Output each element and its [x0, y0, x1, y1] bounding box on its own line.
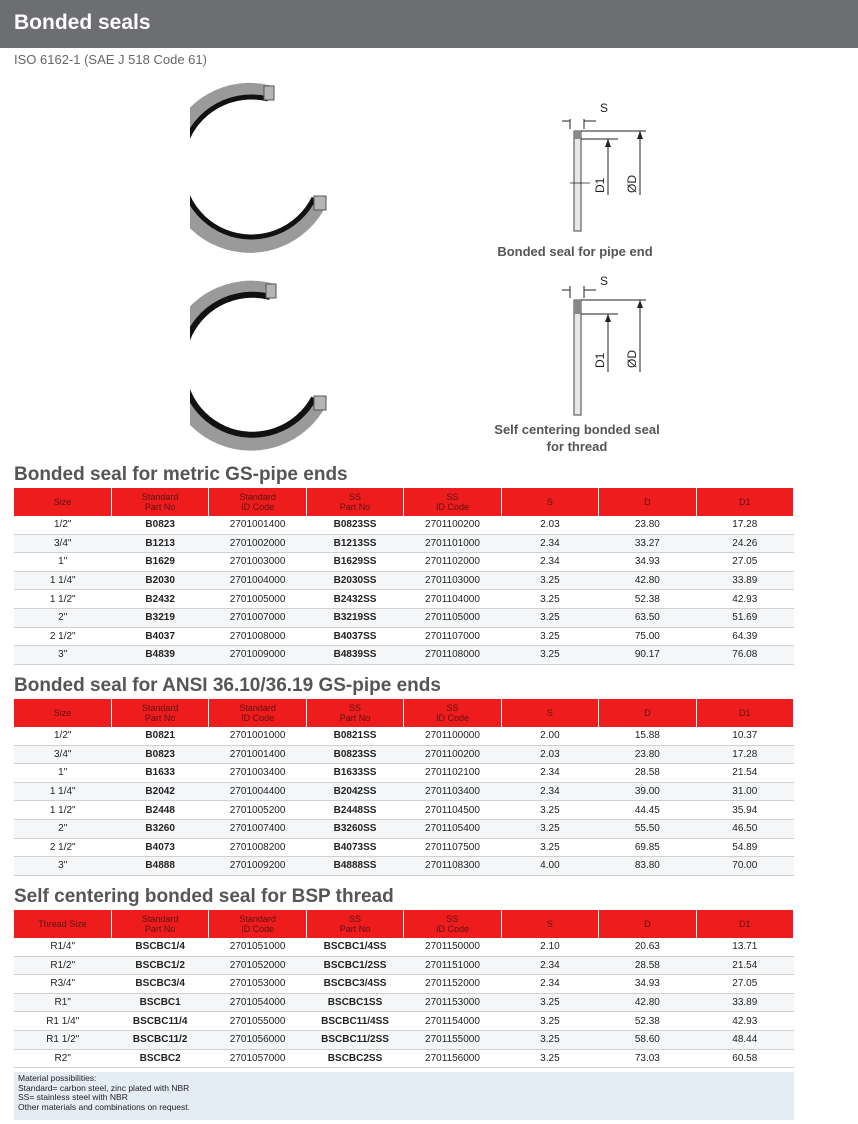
- table-cell: B4037: [111, 627, 208, 646]
- table-row: [14, 727, 794, 745]
- self-centering-seal-illustration: [190, 280, 340, 460]
- table-cell: B0821SS: [306, 727, 403, 745]
- table-cell: 69.85: [599, 838, 696, 857]
- table-cell: 2701107500: [404, 838, 501, 857]
- table-cell: 33.89: [696, 993, 793, 1012]
- table-cell: BSCBC1: [111, 993, 208, 1012]
- table-cell: 2701007000: [209, 608, 306, 627]
- table-cell: BSCBC1/4SS: [306, 938, 403, 956]
- table-cell: 2.34: [501, 764, 598, 783]
- section-title-metric: Bonded seal for metric GS-pipe ends: [14, 464, 348, 485]
- table-cell: B4037SS: [306, 627, 403, 646]
- table-cell: BSCBC3/4SS: [306, 975, 403, 994]
- table-row: [14, 534, 794, 553]
- dim-s-label-2: S: [600, 274, 609, 288]
- table-cell: 42.93: [696, 590, 793, 609]
- dim-s-label: S: [600, 101, 609, 115]
- table-cell: BSCBC11/2: [111, 1030, 208, 1049]
- page-subtitle: ISO 6162-1 (SAE J 518 Code 61): [14, 52, 207, 67]
- table-cell: 2701100000: [404, 727, 501, 745]
- column-header: S: [501, 910, 598, 938]
- table-cell: 10.37: [696, 727, 793, 745]
- table-cell: 27.05: [696, 975, 793, 994]
- table-cell: 54.89: [696, 838, 793, 857]
- table-cell: 51.69: [696, 608, 793, 627]
- table-cell: 2701101000: [404, 534, 501, 553]
- table-row: [14, 590, 794, 609]
- table-cell: 3.25: [501, 571, 598, 590]
- table-cell: B0821: [111, 727, 208, 745]
- table-cell: B4073: [111, 838, 208, 857]
- table-cell: 44.45: [599, 801, 696, 820]
- table-cell: 1 1/4": [14, 782, 111, 801]
- table-cell: B4888: [111, 857, 208, 876]
- table-cell: BSCBC1SS: [306, 993, 403, 1012]
- table-cell: BSCBC1/2: [111, 956, 208, 975]
- section-title-ansi: Bonded seal for ANSI 36.10/36.19 GS-pipe ends: [14, 675, 441, 696]
- table-cell: 3.25: [501, 819, 598, 838]
- table-cell: BSCBC1/4: [111, 938, 208, 956]
- table-cell: 17.28: [696, 516, 793, 534]
- table-cell: 73.03: [599, 1049, 696, 1068]
- column-header: Size: [14, 699, 111, 727]
- table-cell: 2.03: [501, 516, 598, 534]
- table-cell: B1633SS: [306, 764, 403, 783]
- table-cell: 2.34: [501, 534, 598, 553]
- table-cell: 2701055000: [209, 1012, 306, 1031]
- table-cell: B3260SS: [306, 819, 403, 838]
- table-cell: 42.93: [696, 1012, 793, 1031]
- column-header: Standard Part No: [111, 488, 208, 516]
- table-cell: 2701052000: [209, 956, 306, 975]
- column-header: D1: [696, 699, 793, 727]
- table-row: [14, 608, 794, 627]
- table-cell: B4839: [111, 646, 208, 665]
- table-cell: B0823: [111, 516, 208, 534]
- table-cell: 3": [14, 857, 111, 876]
- table-cell: 2701150000: [404, 938, 501, 956]
- table-cell: 2701102000: [404, 553, 501, 572]
- table-row: [14, 516, 794, 534]
- thread-caption-line1: Self centering bonded seal: [494, 422, 660, 437]
- thread-caption: [477, 421, 677, 455]
- table-cell: 39.00: [599, 782, 696, 801]
- table-cell: R1": [14, 993, 111, 1012]
- table-cell: 3/4": [14, 534, 111, 553]
- column-header: D1: [696, 910, 793, 938]
- table-cell: B4888SS: [306, 857, 403, 876]
- table-cell: 1 1/2": [14, 801, 111, 820]
- table-cell: BSCBC2: [111, 1049, 208, 1068]
- column-header: D: [599, 910, 696, 938]
- table-cell: 2.34: [501, 782, 598, 801]
- table-cell: BSCBC11/2SS: [306, 1030, 403, 1049]
- table-row: [14, 745, 794, 764]
- table-cell: 2701104000: [404, 590, 501, 609]
- table-row: [14, 571, 794, 590]
- table-header-row: [14, 488, 794, 516]
- column-header: SS Part No: [306, 488, 403, 516]
- table-cell: 2701152000: [404, 975, 501, 994]
- column-header: S: [501, 488, 598, 516]
- table-cell: 2.34: [501, 553, 598, 572]
- table-cell: BSCBC11/4: [111, 1012, 208, 1031]
- table-cell: 2701153000: [404, 993, 501, 1012]
- table-cell: 2": [14, 819, 111, 838]
- table-cell: 2 1/2": [14, 838, 111, 857]
- dim-d1-label: D1: [593, 177, 607, 193]
- table-cell: 2701107000: [404, 627, 501, 646]
- table-cell: 3.25: [501, 590, 598, 609]
- table-cell: B2030: [111, 571, 208, 590]
- column-header: SS ID Code: [404, 488, 501, 516]
- table-cell: 2701156000: [404, 1049, 501, 1068]
- bsp-seal-table: [14, 910, 794, 1068]
- table-cell: B2448: [111, 801, 208, 820]
- table-cell: 2701005200: [209, 801, 306, 820]
- table-cell: 55.50: [599, 819, 696, 838]
- table-row: [14, 857, 794, 876]
- table-cell: 2701004400: [209, 782, 306, 801]
- column-header: Standard Part No: [111, 699, 208, 727]
- column-header: S: [501, 699, 598, 727]
- table-row: [14, 975, 794, 994]
- table-cell: 46.50: [696, 819, 793, 838]
- table-cell: 76.08: [696, 646, 793, 665]
- table-cell: 2701108300: [404, 857, 501, 876]
- table-cell: 2701103400: [404, 782, 501, 801]
- table-row: [14, 819, 794, 838]
- table-row: [14, 956, 794, 975]
- table-cell: 2701103000: [404, 571, 501, 590]
- pipe-end-dimension-drawing: [560, 95, 650, 235]
- table-cell: B3219: [111, 608, 208, 627]
- column-header: SS Part No: [306, 699, 403, 727]
- table-cell: B2042SS: [306, 782, 403, 801]
- table-cell: 2701001400: [209, 745, 306, 764]
- column-header: Standard ID Code: [209, 699, 306, 727]
- table-cell: 2.34: [501, 975, 598, 994]
- table-cell: 23.80: [599, 745, 696, 764]
- dim-d-label-2: ØD: [625, 350, 639, 368]
- table-cell: 2701151000: [404, 956, 501, 975]
- table-cell: 2701054000: [209, 993, 306, 1012]
- table-cell: 1/2": [14, 727, 111, 745]
- table-cell: 3.25: [501, 627, 598, 646]
- note-line: Standard= carbon steel, zinc plated with NBR: [18, 1082, 190, 1093]
- pipe-end-caption: Bonded seal for pipe end: [497, 244, 653, 259]
- table-cell: R2": [14, 1049, 111, 1068]
- table-cell: B3219SS: [306, 608, 403, 627]
- table-cell: 33.27: [599, 534, 696, 553]
- table-cell: 2701104500: [404, 801, 501, 820]
- table-cell: 2701009200: [209, 857, 306, 876]
- table-cell: 75.00: [599, 627, 696, 646]
- table-cell: 2701056000: [209, 1030, 306, 1049]
- table-cell: B0823SS: [306, 516, 403, 534]
- table-cell: 3.25: [501, 608, 598, 627]
- column-header: SS ID Code: [404, 699, 501, 727]
- table-cell: 1 1/4": [14, 571, 111, 590]
- table-cell: B1629: [111, 553, 208, 572]
- table-cell: 2701154000: [404, 1012, 501, 1031]
- table-cell: 2701002000: [209, 534, 306, 553]
- table-cell: 3.25: [501, 801, 598, 820]
- table-cell: R1/2": [14, 956, 111, 975]
- table-cell: 2 1/2": [14, 627, 111, 646]
- table-cell: 2701053000: [209, 975, 306, 994]
- page-title: Bonded seals: [14, 11, 151, 34]
- table-cell: 90.17: [599, 646, 696, 665]
- table-cell: B4073SS: [306, 838, 403, 857]
- column-header: Standard Part No: [111, 910, 208, 938]
- table-cell: 2701005000: [209, 590, 306, 609]
- table-cell: 3.25: [501, 1049, 598, 1068]
- table-cell: 63.50: [599, 608, 696, 627]
- table-cell: 28.58: [599, 764, 696, 783]
- table-cell: 24.26: [696, 534, 793, 553]
- table-cell: B3260: [111, 819, 208, 838]
- table-cell: 3.25: [501, 993, 598, 1012]
- table-cell: 34.93: [599, 975, 696, 994]
- table-cell: 31.00: [696, 782, 793, 801]
- table-row: [14, 553, 794, 572]
- column-header: SS ID Code: [404, 910, 501, 938]
- table-cell: 3.25: [501, 1012, 598, 1031]
- table-cell: BSCBC2SS: [306, 1049, 403, 1068]
- table-cell: 1": [14, 764, 111, 783]
- column-header: Thread Size: [14, 910, 111, 938]
- table-cell: 2.03: [501, 745, 598, 764]
- column-header: D: [599, 488, 696, 516]
- table-row: [14, 993, 794, 1012]
- table-cell: 58.60: [599, 1030, 696, 1049]
- table-cell: R1 1/4": [14, 1012, 111, 1031]
- column-header: D: [599, 699, 696, 727]
- table-cell: B1629SS: [306, 553, 403, 572]
- table-cell: 2.00: [501, 727, 598, 745]
- table-cell: 13.71: [696, 938, 793, 956]
- table-cell: B2432: [111, 590, 208, 609]
- table-header-row: [14, 699, 794, 727]
- table-cell: 42.80: [599, 993, 696, 1012]
- column-header: SS Part No: [306, 910, 403, 938]
- note-line: Other materials and combinations on request.: [18, 1101, 190, 1112]
- table-cell: 34.93: [599, 553, 696, 572]
- thread-dimension-drawing: [560, 272, 650, 420]
- table-cell: 2701057000: [209, 1049, 306, 1068]
- table-row: [14, 938, 794, 956]
- table-cell: 64.39: [696, 627, 793, 646]
- table-cell: 3.25: [501, 1030, 598, 1049]
- table-cell: 1/2": [14, 516, 111, 534]
- table-row: [14, 764, 794, 783]
- note-line: SS= stainless steel with NBR: [18, 1092, 128, 1102]
- table-row: [14, 1049, 794, 1068]
- table-row: [14, 646, 794, 665]
- note-line: Material possibilities:: [18, 1073, 97, 1083]
- table-row: [14, 801, 794, 820]
- table-cell: B1213SS: [306, 534, 403, 553]
- table-cell: BSCBC11/4SS: [306, 1012, 403, 1031]
- table-cell: 2701105000: [404, 608, 501, 627]
- table-cell: 23.80: [599, 516, 696, 534]
- table-cell: 2.10: [501, 938, 598, 956]
- table-header-row: [14, 910, 794, 938]
- table-cell: 21.54: [696, 764, 793, 783]
- table-cell: 3.25: [501, 646, 598, 665]
- table-cell: 2701108000: [404, 646, 501, 665]
- table-cell: 28.58: [599, 956, 696, 975]
- dim-d-label: ØD: [625, 175, 639, 193]
- table-row: [14, 1030, 794, 1049]
- table-cell: 1 1/2": [14, 590, 111, 609]
- column-header: Standard ID Code: [209, 488, 306, 516]
- table-cell: B0823: [111, 745, 208, 764]
- table-cell: BSCBC1/2SS: [306, 956, 403, 975]
- table-cell: 1": [14, 553, 111, 572]
- table-row: [14, 627, 794, 646]
- table-cell: R1 1/2": [14, 1030, 111, 1049]
- table-cell: B2448SS: [306, 801, 403, 820]
- table-cell: B2432SS: [306, 590, 403, 609]
- table-cell: B1633: [111, 764, 208, 783]
- table-cell: 2701003000: [209, 553, 306, 572]
- table-cell: 33.89: [696, 571, 793, 590]
- metric-seal-table: [14, 488, 794, 665]
- table-cell: 2": [14, 608, 111, 627]
- table-cell: 17.28: [696, 745, 793, 764]
- table-cell: BSCBC3/4: [111, 975, 208, 994]
- table-cell: R1/4": [14, 938, 111, 956]
- table-cell: 70.00: [696, 857, 793, 876]
- table-cell: 48.44: [696, 1030, 793, 1049]
- table-cell: 52.38: [599, 590, 696, 609]
- table-row: [14, 838, 794, 857]
- table-cell: 3/4": [14, 745, 111, 764]
- table-cell: 3": [14, 646, 111, 665]
- section-title-bsp: Self centering bonded seal for BSP thread: [14, 886, 394, 907]
- table-cell: 2701003400: [209, 764, 306, 783]
- material-notes: [14, 1072, 794, 1120]
- table-cell: 2701001400: [209, 516, 306, 534]
- table-cell: 21.54: [696, 956, 793, 975]
- table-cell: B2030SS: [306, 571, 403, 590]
- table-cell: 20.63: [599, 938, 696, 956]
- table-cell: R3/4": [14, 975, 111, 994]
- table-cell: 2701051000: [209, 938, 306, 956]
- table-cell: 2701008200: [209, 838, 306, 857]
- table-cell: B2042: [111, 782, 208, 801]
- pipe-end-seal-illustration: [190, 80, 340, 260]
- column-header: Standard ID Code: [209, 910, 306, 938]
- table-row: [14, 782, 794, 801]
- table-cell: 2701100200: [404, 516, 501, 534]
- page-header: [0, 0, 858, 48]
- thread-caption-line2: for thread: [546, 439, 608, 454]
- table-cell: 2701008000: [209, 627, 306, 646]
- table-cell: 2701004000: [209, 571, 306, 590]
- column-header: D1: [696, 488, 793, 516]
- table-cell: 52.38: [599, 1012, 696, 1031]
- table-cell: 60.58: [696, 1049, 793, 1068]
- table-row: [14, 1012, 794, 1031]
- table-cell: 15.88: [599, 727, 696, 745]
- table-cell: 2701105400: [404, 819, 501, 838]
- column-header: Size: [14, 488, 111, 516]
- table-cell: 83.80: [599, 857, 696, 876]
- table-cell: 2701100200: [404, 745, 501, 764]
- table-cell: 4.00: [501, 857, 598, 876]
- table-cell: 2.34: [501, 956, 598, 975]
- table-cell: B1213: [111, 534, 208, 553]
- table-cell: 2701007400: [209, 819, 306, 838]
- table-cell: 42.80: [599, 571, 696, 590]
- table-cell: 3.25: [501, 838, 598, 857]
- table-cell: 35.94: [696, 801, 793, 820]
- ansi-seal-table: [14, 699, 794, 876]
- table-cell: 27.05: [696, 553, 793, 572]
- dim-d1-label-2: D1: [593, 352, 607, 368]
- table-cell: 2701102100: [404, 764, 501, 783]
- table-cell: 2701155000: [404, 1030, 501, 1049]
- table-cell: B4839SS: [306, 646, 403, 665]
- table-cell: 2701001000: [209, 727, 306, 745]
- table-cell: B0823SS: [306, 745, 403, 764]
- table-cell: 2701009000: [209, 646, 306, 665]
